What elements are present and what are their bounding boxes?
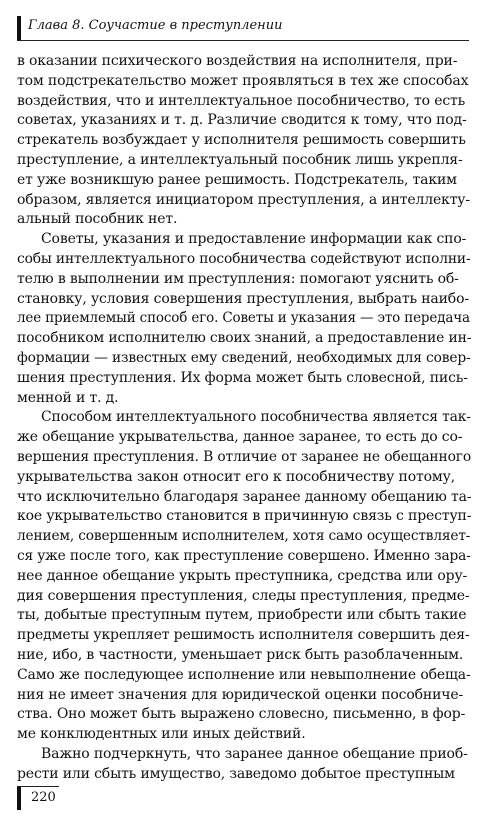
text-line: пособником исполнителю своих знаний, а предоставление ин- <box>17 330 472 347</box>
text-line: в оказании психического воздействия на исполнителя, при- <box>17 53 458 69</box>
text-line: ние, ибо, в частности, уменьшает риск быть разоблаченным. <box>17 646 464 663</box>
text-line: шения преступления. Их форма может быть словесной, пись- <box>17 369 468 386</box>
footer-bar <box>17 786 21 810</box>
text-line: же обещание укрывательства, данное заранее, то есть до со- <box>17 429 463 446</box>
text-line: Способом интеллектуального пособничества является так- <box>41 409 471 426</box>
text-line: лением, совершенным исполнителем, хотя само осуществляет- <box>17 528 471 545</box>
header-bar <box>17 16 21 40</box>
text-line: преступление, а интеллектуальный пособник лишь укрепля- <box>17 151 463 168</box>
text-line: нее данное обещание укрыть преступника, средства или ору- <box>17 567 468 584</box>
text-line: том подстрекательство может проявляться в тех же способах <box>17 72 469 89</box>
text-line: ет уже возникшую ранее решимость. Подстрекатель, таким <box>17 171 457 188</box>
text-line: воздействия, что и интеллектуальное пособничество, то есть <box>17 92 466 109</box>
text-line: формации — известных ему сведений, необходимых для совер- <box>17 349 471 366</box>
text-line: ты, добытые преступным путем, приобрести или сбыть такие <box>17 607 467 624</box>
footer-rule <box>17 786 59 787</box>
text-line: кое укрывательство становится в причинную связь с преступ- <box>17 508 472 525</box>
text-line: менной и т. д. <box>17 389 119 406</box>
text-line: ния не имеет значения для юридической оценки пособниче- <box>17 686 464 703</box>
text-line: Само же последующее исполнение или невыполнение обеща- <box>17 666 471 683</box>
page-number: 220 <box>31 790 56 805</box>
text-line: что исключительно благодаря заранее данному обещанию та- <box>17 488 472 505</box>
text-line: Советы, указания и предоставление информации как спо- <box>41 231 467 248</box>
text-line: ства. Оно может быть выражено словесно, письменно, в фор- <box>17 706 466 723</box>
chapter-title: Глава 8. Соучастие в преступлении <box>28 18 283 33</box>
text-line: собы интеллектуального пособничества содействуют исполни- <box>17 250 471 267</box>
text-line: ся уже после того, как преступление совершено. Именно зара- <box>17 547 471 564</box>
text-line: становку, условия совершения преступления, выбрать наибо- <box>17 290 469 307</box>
text-line: дия совершения преступления, следы преступления, предме- <box>17 587 470 604</box>
text-line: стрекатель возбуждает у исполнителя решимость совершить <box>17 132 466 149</box>
text-line: укрывательства закон относит его к пособничеству потому, <box>17 468 456 485</box>
text-line: лее приемлемый способ его. Советы и указания — это передача <box>17 310 470 327</box>
text-line: телю в выполнении им преступления: помогают уяснить об- <box>17 270 459 287</box>
text-line: советах, указаниях и т. д. Различие сводится к тому, что под- <box>17 112 467 129</box>
running-header <box>17 14 469 41</box>
text-line: вершения преступления. В отличие от заранее не обещанного <box>17 448 472 465</box>
text-line: ме конклюдентных или иных действий. <box>17 726 306 743</box>
page-footer <box>17 786 217 810</box>
text-line: предметы укрепляет решимость исполнителя совершить дея- <box>17 627 470 644</box>
text-line: образом, является инициатором преступления, а интеллекту- <box>17 191 470 208</box>
text-line: рести или сбыть имущество, заведомо добытое преступным <box>17 765 455 782</box>
text-line: альный пособник нет. <box>17 211 178 228</box>
body-text <box>17 52 472 782</box>
text-line: Важно подчеркнуть, что заранее данное обещание приоб- <box>41 745 468 762</box>
